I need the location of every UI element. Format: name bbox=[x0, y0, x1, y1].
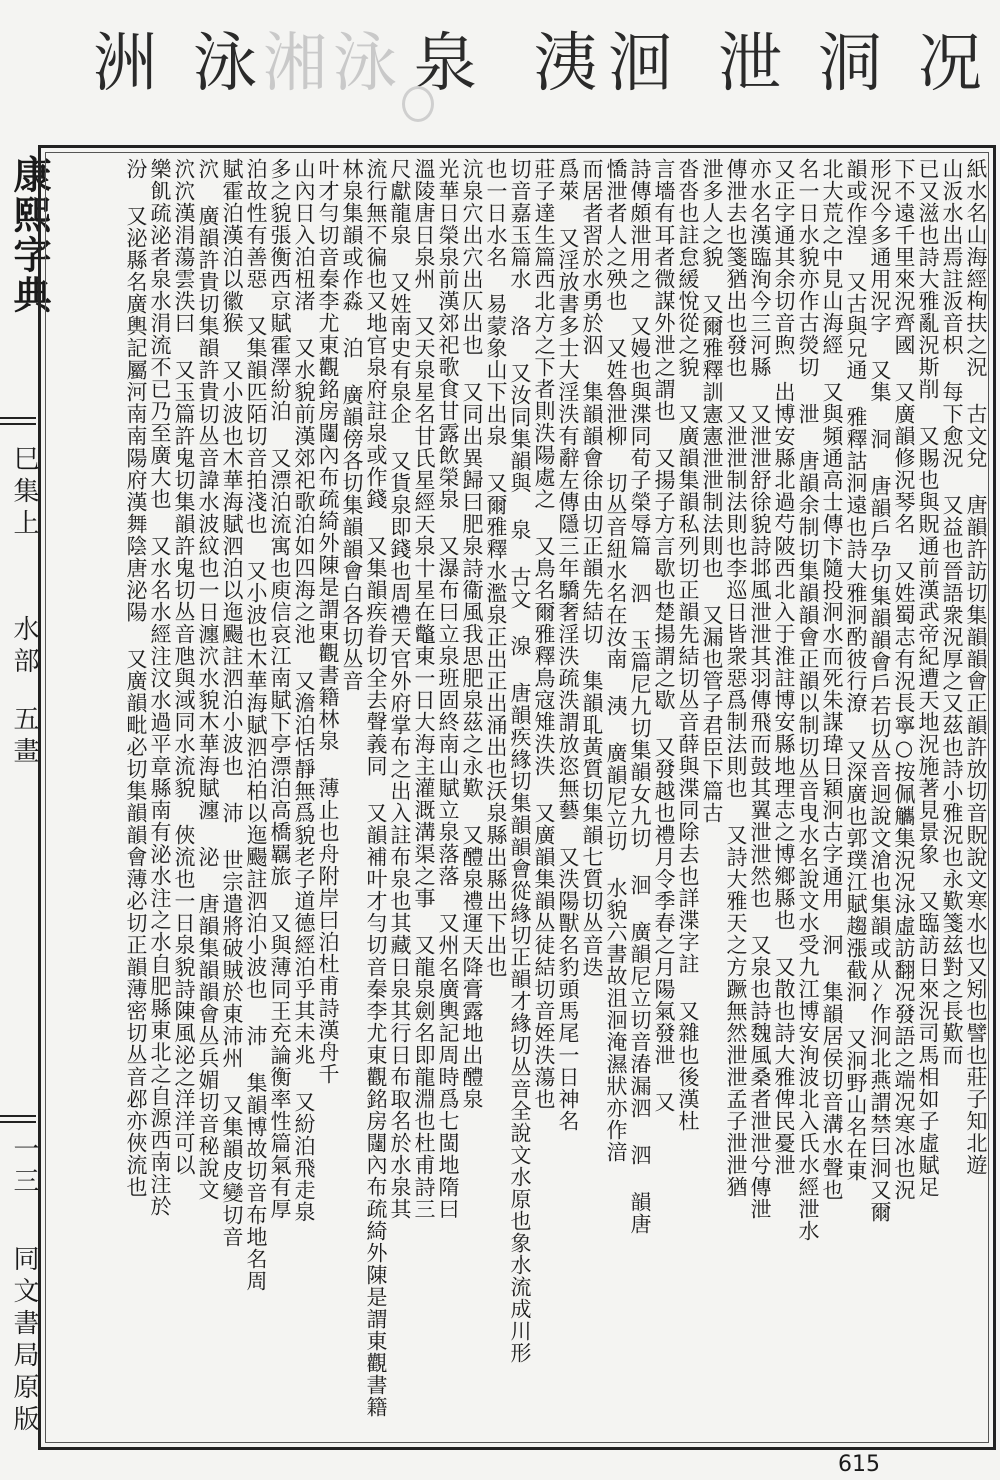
seal-character: 况 bbox=[918, 27, 982, 101]
text-column: 詩傳頗泄用之 又嫚也與渫同荀子榮辱篇 泗 玉篇尼九切集韻女九切 洄 廣韻尼立切音湷漏泗 泗 韻唐 bbox=[628, 158, 652, 1235]
text-column: 多之貌張衡西京賦霍澤紛泊 又漂泊流寓也庾信哀江南賦下亭漂泊高橋羈旅 又與薄同王充論衡率性篇氣有厚 bbox=[268, 158, 292, 1220]
seal-header-row bbox=[80, 8, 990, 118]
text-column: 莊子達生篇西北方之下者則泆陽處之 又鳥名爾雅釋鳥寇雉泆泆 又廣韻集韻丛徒結切音姪泆蕩也 bbox=[532, 158, 556, 1110]
text-column: 光華日榮泉前漢郊祀歌食甘露飲榮泉 又瀑布曰立泉班固終南山賦立泉落落 又州名廣輿記周時爲七閩地隋曰 bbox=[436, 158, 460, 1220]
text-column: 溫陵唐日泉州 又天泉星名甘氏星經天泉十星在鼈東一日大海主灌溉溝渠之事 又龍泉劍名即龍淵也杜甫詩三 bbox=[412, 158, 436, 1220]
seal-character-faded: 湘 bbox=[263, 27, 327, 101]
text-column: 山汳水出焉註汳音枳 每下愈況 又益也晉語衆況厚之又茲也詩小雅況也永歎箋兹對之長歎而 bbox=[940, 158, 964, 1066]
page-number: 615 bbox=[838, 1452, 880, 1477]
seal-character: 洄 bbox=[608, 27, 672, 101]
section-label: 巳集上 bbox=[9, 445, 39, 541]
text-column: 下不遠千里來況齊國 又廣韻修況琴名 又姓蜀志有況長寧○按佩觿集況况泳虛訪翻况發語之端况寒冰也況 bbox=[892, 158, 916, 1201]
text-column: 沓沓也註怠緩悅從之貌 又廣韻集韻私列切正韻先結切丛音薛與渫同除去也詳渫字註 又雜也後漢杜 bbox=[676, 158, 700, 1132]
text-column: 賦霍泊漢泊以徽猴 又小波也木華海賦泗泊以迤颺註泗泊小波也 沛 世宗遣將破賊於東沛州 又集韻皮變切音 bbox=[220, 158, 244, 1248]
text-column: 樂飢疏泌者泉水涓流不已乃至廣大也 又水名水經注汶水過平章縣南有泌水注之水自肥縣東北之自源西南注於 bbox=[148, 158, 172, 1217]
stroke-count-label: 五畫 bbox=[9, 705, 39, 769]
divider bbox=[0, 1121, 36, 1123]
text-column: 泬 廣韻許貴切集韻許貴切丛音諱水波紋也一日瀍泬水貌木華海賦瀍 泌 唐韻集韻韻會丛兵媚切音秘說文 bbox=[196, 158, 220, 1201]
seal-character: 洲 bbox=[93, 27, 157, 101]
text-column: 爲萊 又淫放書多士大淫泆有辭左傳隱三年驕奢淫泆疏泆謂放恣無藝 又泆陽獸名豹頭馬尾一日神名 bbox=[556, 158, 580, 1132]
text-column: 泄多人之貌 又爾雅釋訓憲憲泄泄制法則也 又漏也管子君臣下篇古 bbox=[700, 158, 724, 824]
text-column: 已又滋也詩大雅亂況斯削 又賜也與貺通前漢武帝紀遭天地況施著見景象 又臨訪日來況司馬相如子虛賦足 bbox=[916, 158, 940, 1198]
seal-character: 泉 bbox=[413, 27, 477, 101]
text-column: 名一日水貌亦作古熒切 泄 唐韻余制切集韻韻會正韻以制切丛音曳水名說文水受九江博安洵波北入氏水經泄水 bbox=[796, 158, 820, 1242]
text-column: 紙水名山海經栒扶之況 古文兌 唐韻許訪切集韻韻會正韻許放切音貺說文寒水也又矧也譬也莊子知北遊 bbox=[964, 158, 988, 1176]
text-column: 韻或作湟 又古與兄通 雅釋詁泂遠也詩大雅泂酌彼行潦 又深廣也郭璞江賦趨漲截泂 又泂野山名在東 bbox=[844, 158, 868, 1182]
divider bbox=[0, 423, 36, 425]
book-title: 康熙字典 bbox=[7, 155, 52, 315]
seal-character-faded: 泳 bbox=[333, 27, 397, 101]
seal-character: 洞 bbox=[818, 27, 882, 101]
text-column: 言墻有耳者微謀外泄之謂也 又揚子方言歇也楚揚謂之歇 又發越也禮月令季春之月陽氣發泄 又 bbox=[652, 158, 676, 1113]
divider bbox=[0, 417, 36, 419]
text-column: 叶才勻切音秦李尤東觀銘房闥內布疏綺外陳是謂東觀書籍林泉 薄止也舟附岸曰泊杜甫詩漢舟千 bbox=[316, 158, 340, 1085]
text-column: 形況今多通用況字 又集 洞 唐韻戶孕切集韻韻會戶若切丛音迥說文滄也集韻或从冫作泂北燕謂禁曰泂又爾 bbox=[868, 158, 892, 1223]
text-column: 流行無不徧也又地官泉府註泉或作錢 又集韻疾眷切全去聲義同 又韻補叶才勻切音秦李尤東觀銘房闥內布疏綺外陳是謂東觀書籍林泉集韻或作淼 泊 廣韻傍各切集韻韻會白各切丛音 bbox=[340, 158, 388, 1418]
text-column: 泬泬漢涓蕩雲泆曰 又玉篇許鬼切集韻許鬼切丛音虺與淢同水流貌 俠流也一日泉貌詩陳風泌之洋洋可以 bbox=[172, 158, 196, 1176]
text-column: 切音嘉玉篇水 洛 又汝同集韻與 泉 古文 湶 唐韻疾緣切集韻韻會從緣切正韻才緣切丛音全說文水原也象水流成川形 bbox=[508, 158, 532, 1364]
book-spine bbox=[0, 145, 52, 1450]
radical-label: 水部 bbox=[9, 615, 39, 679]
text-column: 北大荒之中見山海經 又與頻通高士傳卞隨投泂水而死朱謀瑋日穎泂古字通用 泂 集韻居侯切音溝水聲也 bbox=[820, 158, 844, 1201]
seal-character: 洟 bbox=[533, 27, 597, 101]
seal-character: 泳 bbox=[193, 27, 257, 101]
folio-number: 一三 bbox=[9, 1135, 39, 1199]
text-column: 沆泉穴出穴出仄出也 又同出異歸曰肥泉詩衞風我思肥泉茲之永歎 又醴泉禮運天降膏露地出醴泉 bbox=[460, 158, 484, 1110]
text-column: 而居者習於水勇於泅 集韻韻會徐由切正韻先結切 集韻耴黃質切集韻七質切丛音迭 bbox=[580, 158, 604, 978]
text-column: 泊故性有善惡 又集韻匹陌切音拍淺也 又小波也木華海賦泗泊柏以迤颺註泗泊小波也 沛 集韻博故切音布地名周 bbox=[244, 158, 268, 1292]
dictionary-body bbox=[48, 158, 988, 1443]
text-column: 傳泄去也箋猶出也發也 又泄泄制法則也李巡日皆衆惡爲制法則也 又詩大雅天之方蹶無然泄泄孟子泄泄猶 bbox=[724, 158, 748, 1198]
text-column: 汾 又泌縣名廣輿記屬河南南陽府漢舞陰唐泌陽 又廣韻毗必切集韻韻會薄必切正韻薄密切丛音邲亦俠流也 bbox=[124, 158, 148, 1198]
divider bbox=[0, 1115, 36, 1117]
seal-character: 泄 bbox=[718, 27, 782, 101]
text-column: 山內日入泊杻渚 又水貌前漢郊祀歌泊如四海之池 又澹泊恬靜無爲貌老子道德經泊乎其未兆 又紛泊飛走泉 bbox=[292, 158, 316, 1223]
text-column: 亦水名漢臨洵今三河縣 又泄泄舒徐貌詩邶風泄泄其羽傳飛而鼓其翼泄泄然也 又泉也詩魏風桑者泄泄兮傳泄 bbox=[748, 158, 772, 1220]
publisher-label: 同文書局原版 bbox=[9, 1245, 39, 1437]
faded-circle-mark bbox=[402, 86, 434, 122]
text-column: 也一日水名 易蒙象山下出泉 又爾雅釋水濫泉正出正出涌出也沃泉縣出縣出下出也 bbox=[484, 158, 508, 978]
text-column: 又正字通其余切音煦 出博安縣北過芍陂西北入于淮註博安縣地理志之博鄉縣也 又散也詩大雅俾民憂泄 bbox=[772, 158, 796, 1176]
text-column: 尺獻龍泉 又姓南史有泉企 又貨泉即錢也周禮天官外府掌布之出入註布泉也其藏日泉其行日布取名於水泉其 bbox=[388, 158, 412, 1220]
text-column: 憍泄者人之殃也 又姓魯泄柳 切丛音紐水名在汝南 洟 廣韻尼立切 水貌六書故沮洄淹濕狀亦作湆 bbox=[604, 158, 628, 1163]
